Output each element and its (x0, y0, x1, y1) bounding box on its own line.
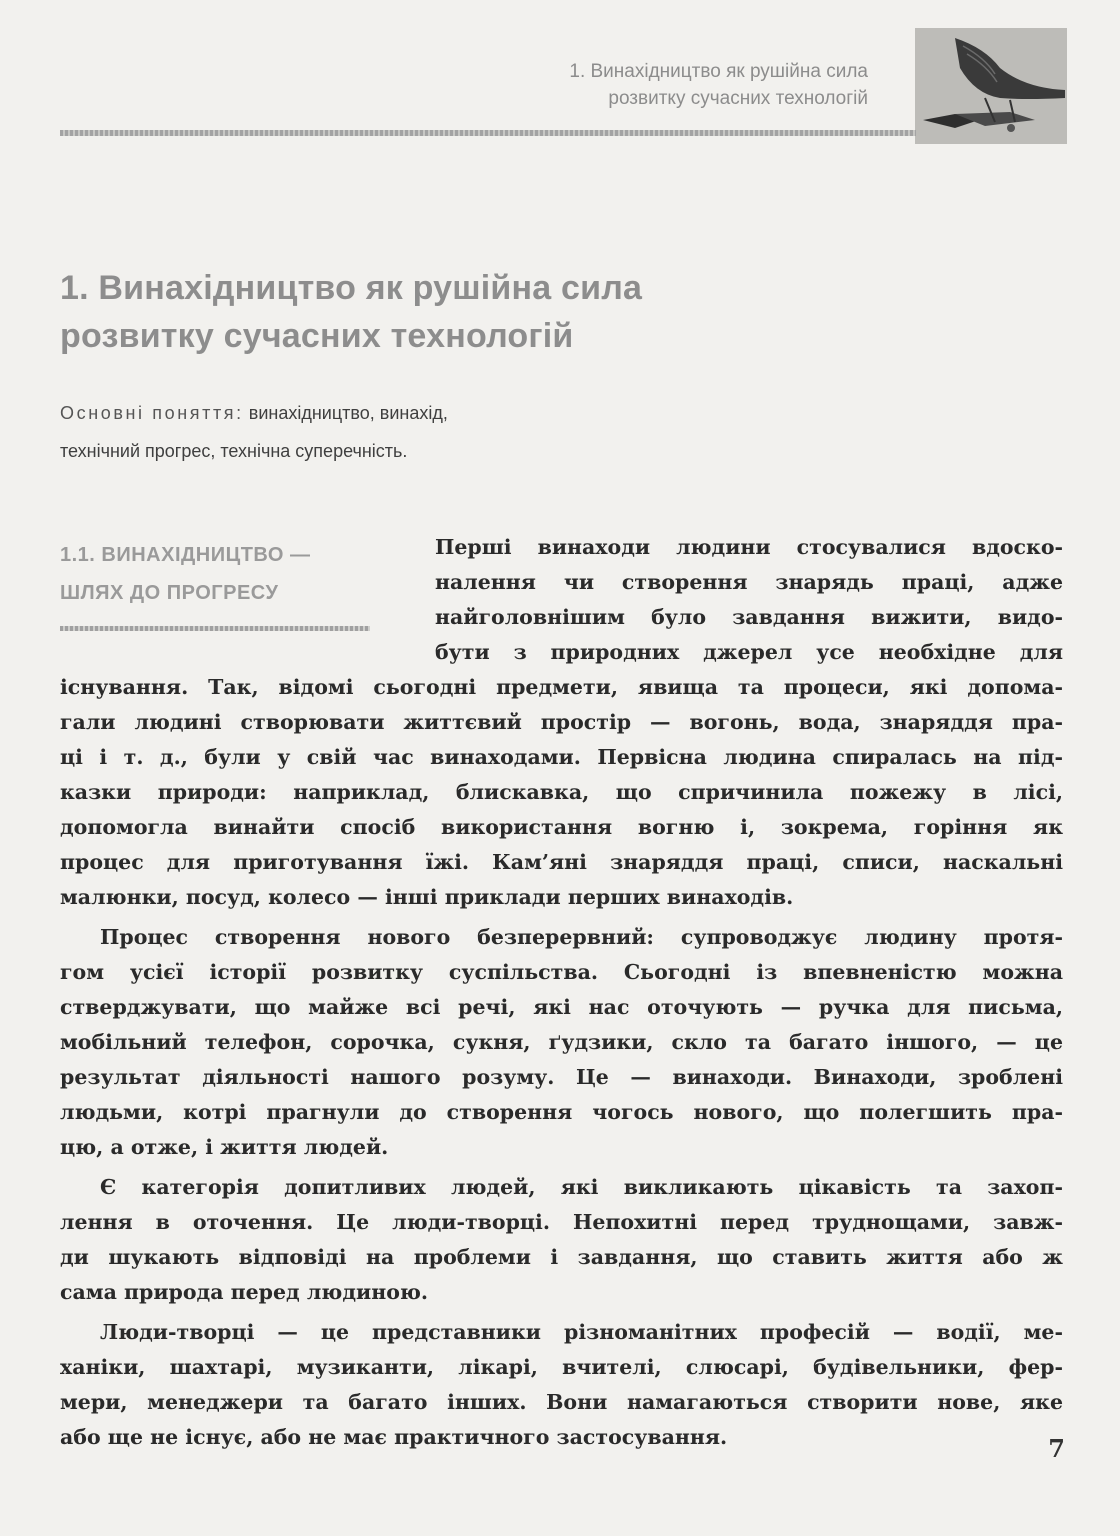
key-concepts-text-1: винахідництво, винахід, (248, 403, 448, 423)
flying-machine-illustration (915, 28, 1067, 144)
chapter-title (60, 264, 960, 360)
section-rule (60, 626, 370, 631)
body-line: налення чи створення знарядь праці, адже (435, 570, 1063, 594)
body-line: Перші винаходи людини стосувалися вдоско- (435, 535, 1063, 559)
body-line: сама природа перед людиною. (60, 1280, 429, 1304)
body-line: бути з природних джерел усе необхідне для (435, 640, 1063, 664)
key-concepts-text-2: технічний прогрес, технічна суперечність. (60, 441, 408, 461)
section-title (60, 536, 390, 612)
body-line: Люди-творці — це представники різноманітних професій — водії, ме- (100, 1320, 1063, 1344)
body-line: або ще не існує, або не має практичного застосування. (60, 1425, 728, 1449)
body-line: ханіки, шахтарі, музиканти, лікарі, вчителі, слюсарі, будівельники, фер- (60, 1355, 1063, 1379)
chapter-title-line-2: розвитку сучасних технологій (60, 317, 574, 355)
body-line: найголовнішим було завдання вижити, видо- (435, 605, 1063, 629)
key-concepts-label: Основні поняття: (60, 403, 244, 423)
body-line: процес для приготування їжі. Кам’яні знаряддя праці, списи, наскальні (60, 850, 1063, 874)
running-head-line-2: розвитку сучасних технологій (608, 88, 868, 109)
body-line: малюнки, посуд, колесо — інші приклади перших винаходів. (60, 885, 794, 909)
body-line: Є категорія допитливих людей, які викликають цікавість та захоп- (100, 1175, 1063, 1199)
body-line: мобільний телефон, сорочка, сукня, ґудзики, скло та багато іншого, — це (60, 1030, 1063, 1054)
section-title-line-2: ШЛЯХ ДО ПРОГРЕСУ (60, 582, 279, 604)
body-line: людьми, котрі прагнули до створення чогось нового, що полегшить пра- (60, 1100, 1063, 1124)
body-line: ці і т. д., були у свій час винаходами. Первісна людина спиралась на під- (60, 745, 1063, 769)
body-line: цю, а отже, і життя людей. (60, 1135, 389, 1159)
header-rule (60, 130, 916, 136)
body-line: ди шукають відповіді на проблеми і завдання, що ставить життя або ж (60, 1245, 1063, 1269)
key-concepts (60, 394, 680, 470)
section-title-line-1: 1.1. ВИНАХІДНИЦТВО — (60, 544, 311, 566)
body-line: результат діяльності нашого розуму. Це — винаходи. Винаходи, зроблені (60, 1065, 1063, 1089)
body-line: стверджувати, що майже всі речі, які нас оточують — ручка для письма, (60, 995, 1063, 1019)
running-head-line-1: 1. Винахідництво як рушійна сила (569, 61, 868, 82)
body-line: лення в оточення. Це люди-творці. Непохитні перед труднощами, завж- (60, 1210, 1063, 1234)
flying-machine-icon (915, 28, 1067, 144)
chapter-title-line-1: 1. Винахідництво як рушійна сила (60, 269, 643, 307)
page-number: 7 (1048, 1434, 1065, 1463)
body-line: Процес створення нового безперервний: супроводжує людину протя- (100, 925, 1063, 949)
body-line: існування. Так, відомі сьогодні предмети, явища та процеси, які допома- (60, 675, 1063, 699)
running-head (308, 58, 868, 112)
body-line: казки природи: наприклад, блискавка, що спричинила пожежу в лісі, (60, 780, 1063, 804)
body-line: допомогла винайти спосіб використання вогню і, зокрема, горіння як (60, 815, 1063, 839)
body-line: гали людині створювати життєвий простір — вогонь, вода, знаряддя пра- (60, 710, 1063, 734)
body-line: мери, менеджери та багато інших. Вони намагаються створити нове, яке (60, 1390, 1063, 1414)
body-line: гом усієї історії розвитку суспільства. Сьогодні із впевненістю можна (60, 960, 1063, 984)
